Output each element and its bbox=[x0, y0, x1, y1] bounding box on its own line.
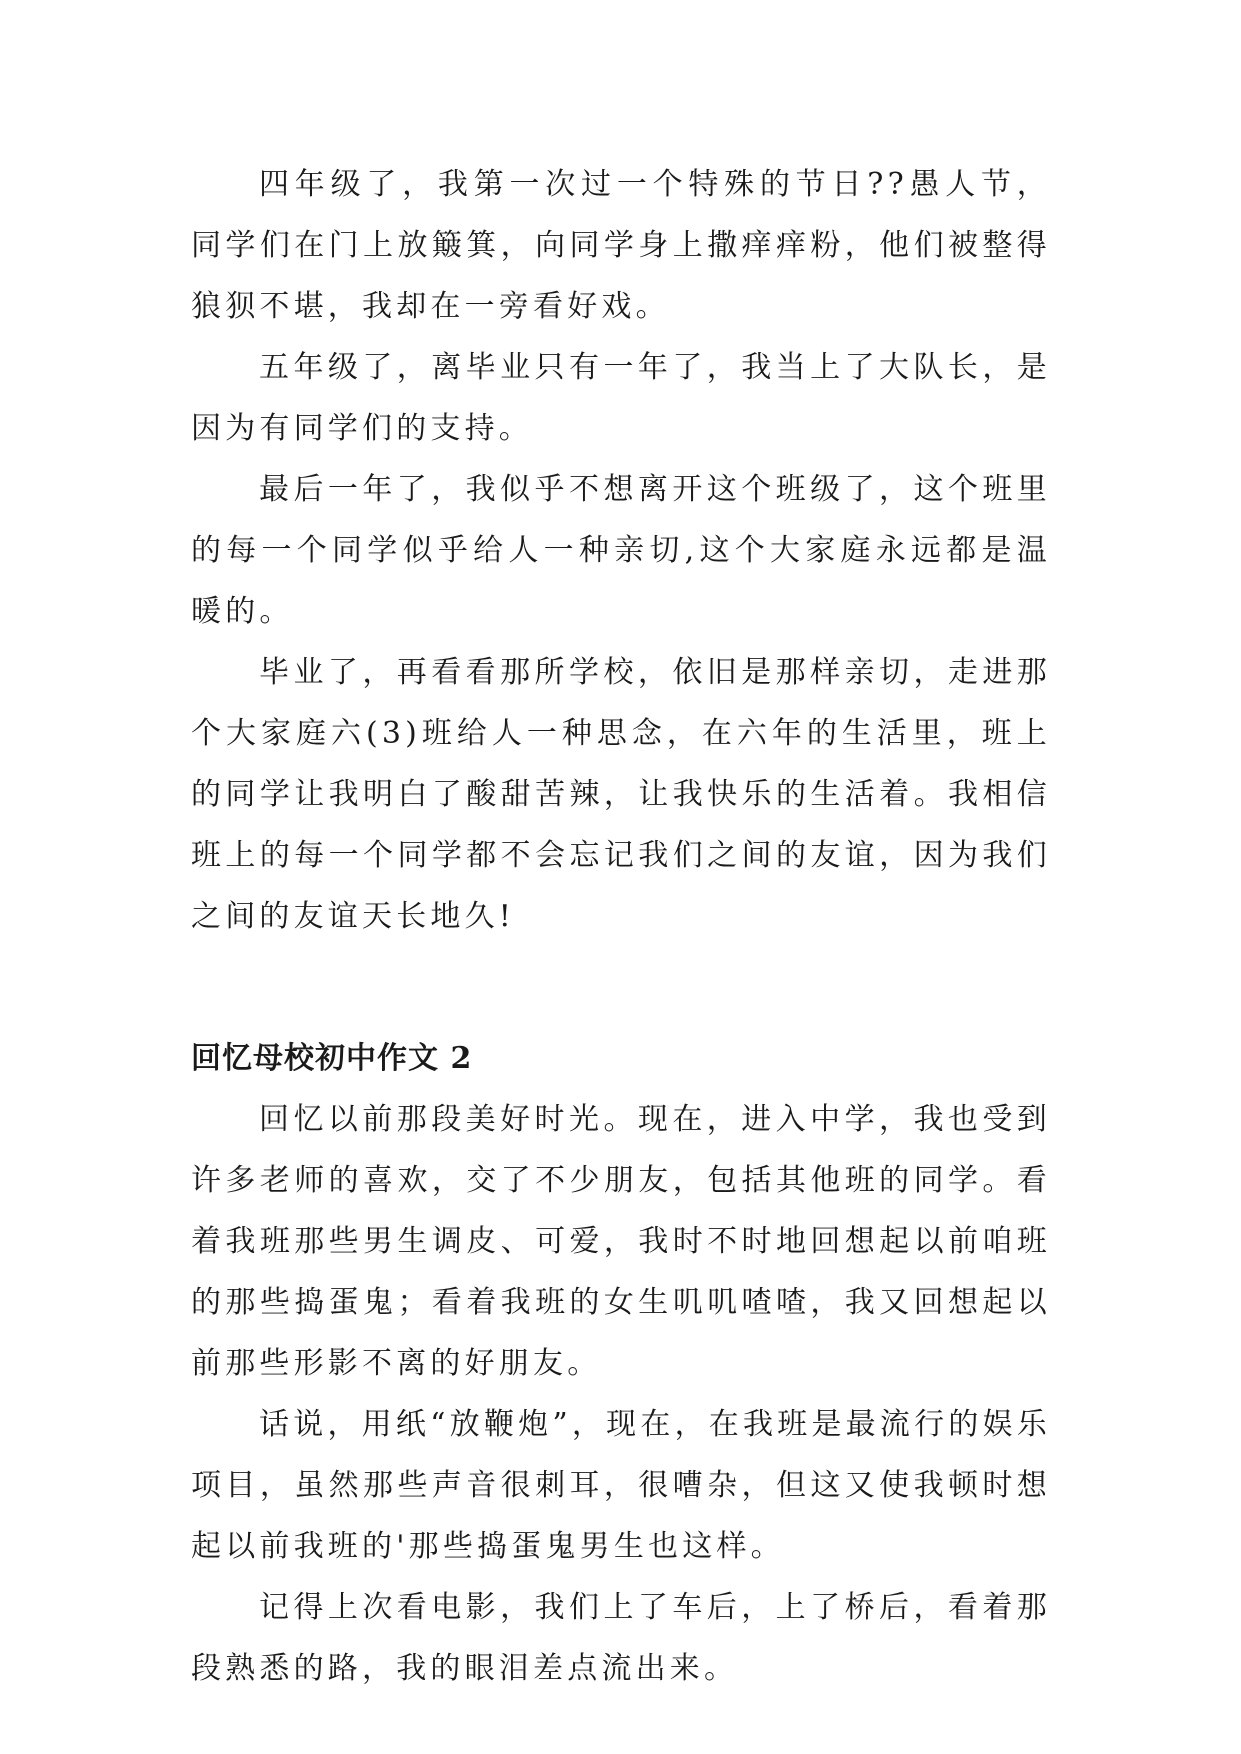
paragraph: 话说，用纸“放鞭炮”，现在，在我班是最流行的娱乐项目，虽然那些声音很刺耳，很嘈杂，但这又使我顿时想起以前我班的'那些捣蛋鬼男生也这样。 bbox=[191, 1407, 1051, 1564]
document-body bbox=[191, 154, 1051, 1699]
paragraph: 最后一年了，我似乎不想离开这个班级了，这个班里的每一个同学似乎给人一种亲切,这个大家庭永远都是温暖的。 bbox=[191, 472, 1051, 629]
paragraph: 记得上次看电影，我们上了车后，上了桥后，看着那段熟悉的路，我的眼泪差点流出来。 bbox=[191, 1590, 1051, 1686]
paragraph: 回忆以前那段美好时光。现在，进入中学，我也受到许多老师的喜欢，交了不少朋友，包括其他班的同学。看着我班那些男生调皮、可爱，我时不时地回想起以前咱班的那些捣蛋鬼；看着我班的女生叽叽喳喳，我又回想起以前那些形影不离的好朋友。 bbox=[191, 1102, 1051, 1381]
paragraph: 五年级了，离毕业只有一年了，我当上了大队长，是因为有同学们的支持。 bbox=[191, 350, 1051, 446]
paragraph: 四年级了，我第一次过一个特殊的节日??愚人节，同学们在门上放簸箕，向同学身上撒痒痒粉，他们被整得狼狈不堪，我却在一旁看好戏。 bbox=[191, 167, 1051, 324]
section-title: 回忆母校初中作文 2 bbox=[191, 1041, 473, 1076]
paragraph: 毕业了，再看看那所学校，依旧是那样亲切，走进那个大家庭六(3)班给人一种思念，在六年的生活里，班上的同学让我明白了酸甜苦辣，让我快乐的生活着。我相信班上的每一个同学都不会忘记我们之间的友谊，因为我们之间的友谊天长地久! bbox=[191, 655, 1051, 934]
